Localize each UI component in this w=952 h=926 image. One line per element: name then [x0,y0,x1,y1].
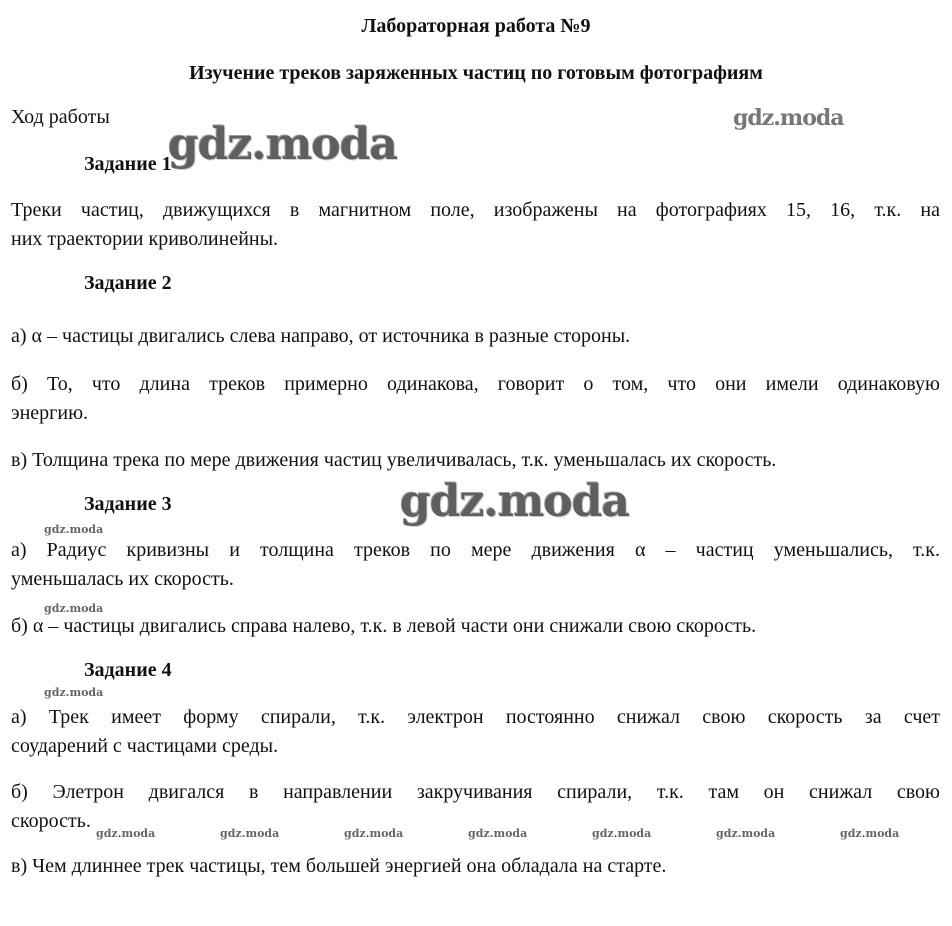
task-4-line-3: б) Элетрон двигался в направлении закручивания спирали, т.к. там он снижал свою [11,781,940,803]
task-3-heading: Задание 3 [84,493,172,515]
task-4-line-4: скорость. [11,810,91,832]
watermark-small: gdz.moda [840,827,900,840]
task-2-line-4: в) Толщина трека по мере движения частиц увеличивалась, т.к. уменьшалась их скорость. [11,449,777,471]
watermark-small: gdz.moda [220,827,280,840]
task-1-line-1: Треки частиц, движущихся в магнитном поле, изображены на фотографиях 15, 16, т.к. на [11,199,940,221]
task-2-line-1: а) α – частицы двигались слева направо, от источника в разные стороны. [11,325,631,347]
watermark-small: gdz.moda [44,602,104,615]
watermark-large-middle: gdz.moda [400,476,630,527]
watermark-small: gdz.moda [44,523,104,536]
task-2-line-2: б) То, что длина треков примерно одинакова, говорит о том, что они имели одинаковую [11,373,940,395]
task-2-heading: Задание 2 [84,272,172,294]
task-1-heading: Задание 1 [84,153,172,175]
watermark-large-top: gdz.moda [168,119,398,170]
task-3-line-3: б) α – частицы двигались справа налево, т.к. в левой части они снижали свою скорость. [11,615,757,637]
task-4-line-1: а) Трек имеет форму спирали, т.к. электрон постоянно снижал свою скорость за счет [11,706,940,728]
watermark-small: gdz.moda [468,827,528,840]
watermark-small: gdz.moda [96,827,156,840]
task-4-heading: Задание 4 [84,659,172,681]
watermark-top-right: gdz.moda [733,105,844,131]
watermark-small: gdz.moda [44,686,104,699]
progress-heading: Ход работы [11,106,110,128]
watermark-small: gdz.moda [716,827,776,840]
task-4-line-2: соударений с частицами среды. [11,735,279,757]
task-1-line-2: них траектории криволинейны. [11,228,279,250]
task-2-line-3: энергию. [11,402,89,424]
watermark-small: gdz.moda [592,827,652,840]
task-4-line-5: в) Чем длиннее трек частицы, тем большей энергией она обладала на старте. [11,855,667,877]
page-subtitle: Изучение треков заряженных частиц по готовым фотографиям [189,62,763,84]
task-3-line-1: а) Радиус кривизны и толщина треков по мере движения α – частиц уменьшались, т.к. [11,539,940,561]
watermark-small: gdz.moda [344,827,404,840]
page-title: Лабораторная работа №9 [361,15,591,37]
task-3-line-2: уменьшалась их скорость. [11,568,234,590]
